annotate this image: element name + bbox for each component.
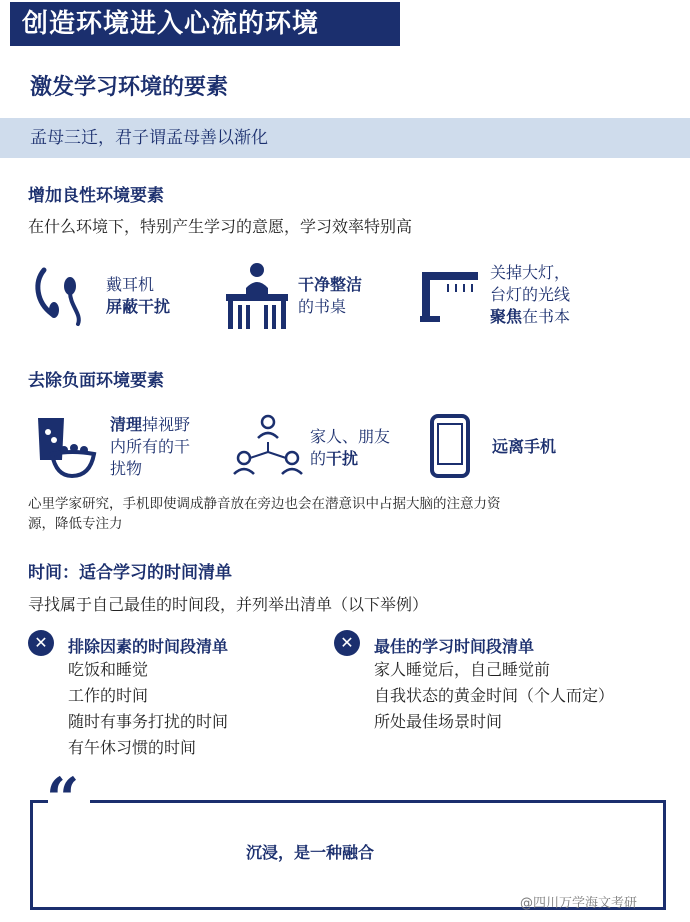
time-desc: 寻找属于自己最佳的时间段，并列举出清单（以下举例） xyxy=(28,595,429,614)
item-earphone-text: 戴耳机 屏蔽干扰 xyxy=(106,275,171,316)
best-title: 最佳的学习时间段清单 xyxy=(374,637,535,656)
item-desk-text: 干净整洁 的书桌 xyxy=(298,275,363,316)
desk-icon xyxy=(224,260,290,330)
subtitle: 激发学习环境的要素 xyxy=(30,75,229,100)
list-item: 家人睡觉后，自己睡觉前 xyxy=(374,660,551,679)
negative-note: 心里学家研究，手机即使调成静音放在旁边也会在潜意识中占据大脑的注意力资 源，降低专注力 xyxy=(28,496,501,532)
list-item: 工作的时间 xyxy=(68,686,149,705)
best-list xyxy=(374,657,614,735)
exclude-title: 排除因素的时间段清单 xyxy=(68,637,229,656)
item-phone-text: 远离手机 xyxy=(492,437,557,456)
positive-heading: 增加良性环境要素 xyxy=(28,186,164,206)
watermark: @四川万学海文考研 xyxy=(520,896,638,911)
item-clean-text: 清理掉视野 内所有的干 扰物 xyxy=(110,415,191,478)
list-item: 有午休习惯的时间 xyxy=(68,738,197,757)
quote-band: 孟母三迁，君子谓孟母善以渐化 xyxy=(0,118,690,158)
time-heading: 时间：适合学习的时间清单 xyxy=(28,563,232,583)
closing-quote: 沉浸，是一种融合 xyxy=(246,843,375,862)
quote-box-top-right xyxy=(90,800,666,803)
item-family-text: 家人、朋友 的干扰 xyxy=(310,427,391,468)
snacks-icon xyxy=(34,414,98,478)
negative-heading: 去除负面环境要素 xyxy=(28,371,164,391)
positive-desc: 在什么环境下，特别产生学习的意愿，学习效率特别高 xyxy=(28,217,413,236)
earphone-icon xyxy=(30,262,92,330)
exclude-list xyxy=(68,657,228,761)
lamp-icon xyxy=(420,266,482,324)
people-icon xyxy=(232,414,304,476)
list-item: 自我状态的黄金时间（个人而定） xyxy=(374,686,615,705)
best-x-icon: ✕ xyxy=(334,630,360,656)
item-lamp-text: 关掉大灯， 台灯的光线 聚焦在书本 xyxy=(490,263,571,326)
exclude-x-icon: ✕ xyxy=(28,630,54,656)
list-item: 所处最佳场景时间 xyxy=(374,712,503,731)
phone-icon xyxy=(430,414,470,478)
list-item: 随时有事务打扰的时间 xyxy=(68,712,229,731)
quote-mark-icon: “ xyxy=(46,765,80,833)
page-title: 创造环境进入心流的环境 xyxy=(10,2,400,46)
list-item: 吃饭和睡觉 xyxy=(68,660,149,679)
